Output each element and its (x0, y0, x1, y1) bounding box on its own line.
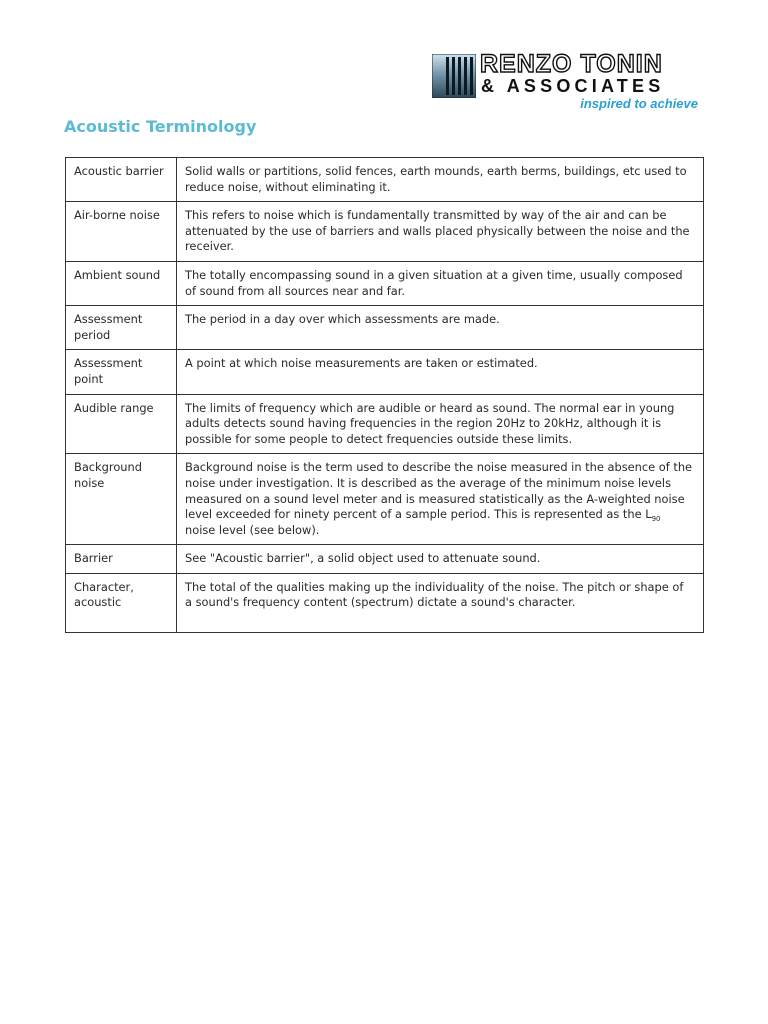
logo-bars-icon (432, 54, 476, 98)
l90-symbol: L (645, 507, 652, 522)
term-cell: Background noise (66, 454, 177, 545)
term-cell: Audible range (66, 394, 177, 454)
table-row (66, 545, 704, 574)
terminology-table (65, 157, 704, 633)
definition-cell: Solid walls or partitions, solid fences, earth mounds, earth berms, buildings, etc used to reduce noise, without eliminating it. (177, 158, 704, 202)
page-title: Acoustic Terminology (64, 117, 257, 136)
definition-cell: The limits of frequency which are audible or heard as sound. The normal ear in young adults detects sound having frequencies in the region 20Hz to 20kHz, although it is possible for some people to detect frequencies outside these limits. (177, 394, 704, 454)
term-cell: Assessment period (66, 306, 177, 350)
term-cell: Acoustic barrier (66, 158, 177, 202)
logo-name: RENZO TONIN (480, 50, 663, 78)
l90-subscript: 90 (651, 515, 661, 524)
definition-cell: A point at which noise measurements are taken or estimated. (177, 350, 704, 394)
term-cell: Assessment point (66, 350, 177, 394)
term-cell: Character, acoustic (66, 573, 177, 632)
table-row (66, 454, 704, 545)
table-row (66, 350, 704, 394)
definition-cell: This refers to noise which is fundamentally transmitted by way of the air and can be attenuated by the use of barriers and walls placed physically between the noise and the receiver. (177, 202, 704, 262)
table-row (66, 261, 704, 305)
table-row (66, 158, 704, 202)
definition-cell: The totally encompassing sound in a given situation at a given time, usually composed of sound from all sources near and far. (177, 261, 704, 305)
definition-cell: The period in a day over which assessments are made. (177, 306, 704, 350)
term-cell: Barrier (66, 545, 177, 574)
definition-tail: noise level (see below). (185, 522, 320, 537)
definition-cell: See "Acoustic barrier", a solid object used to attenuate sound. (177, 545, 704, 574)
table-row (66, 573, 704, 632)
term-cell: Air-borne noise (66, 202, 177, 262)
company-logo (432, 52, 704, 114)
table-row (66, 394, 704, 454)
table-row (66, 306, 704, 350)
logo-associates: & ASSOCIATES (481, 76, 665, 96)
definition-text: Background noise is the term used to describe the noise measured in the absence of the noise under investigation. It is described as the average of the minimum noise levels measured on a sound level meter and is measured statistically as the A-weighted noise level exceeded for ninety percent of a sample period. This is represented as the (185, 460, 693, 522)
definition-cell: The total of the qualities making up the individuality of the noise. The pitch or shape of a sound's frequency content (spectrum) dictate a sound's character. (177, 573, 704, 632)
table-row (66, 202, 704, 262)
term-cell: Ambient sound (66, 261, 177, 305)
definition-cell (177, 454, 704, 545)
logo-tagline: inspired to achieve (580, 96, 698, 111)
